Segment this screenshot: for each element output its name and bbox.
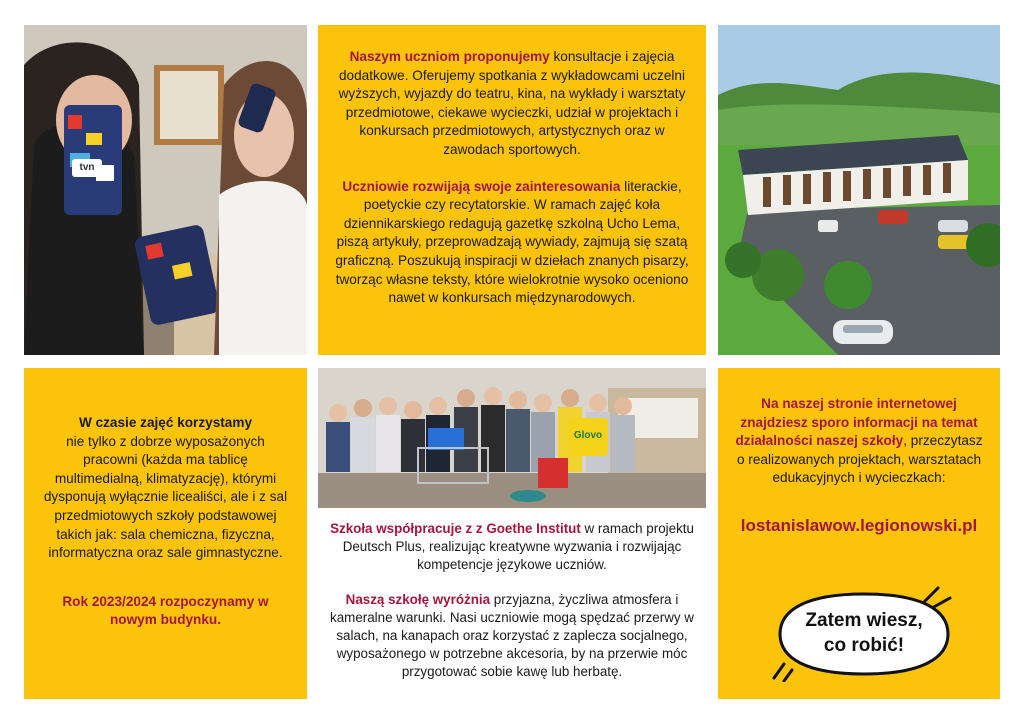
bubble-line-1: Zatem wiesz, (805, 610, 923, 631)
tvn-logo-label: tvn (72, 159, 102, 177)
glovo-bag-label: Glovo (573, 430, 603, 441)
website-highlight: Na naszej stronie internetowej znajdziesz sporo informacji na temat działalności naszej szkoły (735, 396, 978, 449)
goethe-paragraph (322, 520, 702, 574)
offer-paragraph (332, 48, 692, 160)
facilities-text: nie tylko z dobrze wyposażonych pracowni (każda ma tablicę multimedialną, klimatyzację), którymi dysponują wyłącznie licealiści, ale i z sal przedmiotowych szkoły podstawowej takich jak: sala chemiczna, fizyczna, informatyczna oraz sale gimnastyczne. (43, 433, 288, 561)
bubble-line-2: co robić! (823, 635, 905, 656)
building-illustration (718, 25, 1000, 355)
speech-bubble (772, 586, 956, 682)
offer-highlight: Naszym uczniom proponujemy (349, 49, 550, 64)
interests-paragraph (332, 178, 692, 308)
website-paragraph (730, 395, 988, 488)
new-building-highlight: Rok 2023/2024 rozpoczynamy w nowym budynku. (62, 593, 269, 628)
atmosphere-text: przyjazna, życzliwa atmosfera i kameralne warunki. Nasi uczniowie mogą spędzać przerwy w salach, na kanapach oraz korzystać z zaplecza socjalnego, wyposażonego w potrzebne akcesoria, by na przerwie móc przygotować sobie kawę lub herbatę. (330, 592, 694, 679)
website-text: , przeczytasz o realizowanych projektach, warsztatach edukacyjnych i wycieczkach: (736, 433, 983, 486)
atmosphere-highlight: Naszą szkołę wyróżnia (345, 592, 491, 607)
facilities-panel (24, 368, 307, 699)
building-photo (718, 25, 1000, 355)
goethe-text: w ramach projektu Deutsch Plus, realizując kreatywne wyzwania i rozwijając kompetencje językowe uczniów. (342, 521, 694, 572)
class-group-illustration (318, 368, 706, 508)
offer-text: konsultacje i zajęcia dodatkowe. Oferujemy spotkania z wykładowcami uczelni wyższych, wyjazdy do teatru, kina, na wykłady i warsztaty przedmiotowe, ciekawe wycieczki, udział w projektach i konkursach przedmiotowych, artystycznych oraz w zawodach sportowych. (338, 49, 686, 157)
speech-bubble-text (772, 608, 956, 658)
facilities-lead: W czasie zajęć korzystamy (78, 415, 253, 430)
interests-highlight: Uczniowie rozwijają swoje zainteresowania (342, 178, 621, 194)
goethe-highlight: Szkoła współpracuje z z Goethe Institut (330, 521, 581, 536)
school-website-link[interactable]: lostanislawow.legionowski.pl (740, 515, 978, 535)
facilities-paragraph (38, 414, 293, 563)
students-illustration (24, 25, 307, 355)
offer-panel (318, 25, 706, 355)
interests-text: literackie, poetyckie czy recytatorskie. W ramach zajęć koła dziennikarskiego redagują gazetkę szkolną Ucho Lema, piszą artykuły, przeprowadzają wywiady, zajmują się szatą graficzną. Poszukują inspiracji w dziełach znanych pisarzy, tworząc własne teksty, które wielokrotnie wysoko oceniono nawet w konkursach międzynarodowych. (335, 178, 689, 306)
atmosphere-paragraph (322, 591, 702, 681)
class-group-photo (318, 368, 706, 508)
students-photo (24, 25, 307, 355)
cooperation-panel (318, 514, 706, 700)
